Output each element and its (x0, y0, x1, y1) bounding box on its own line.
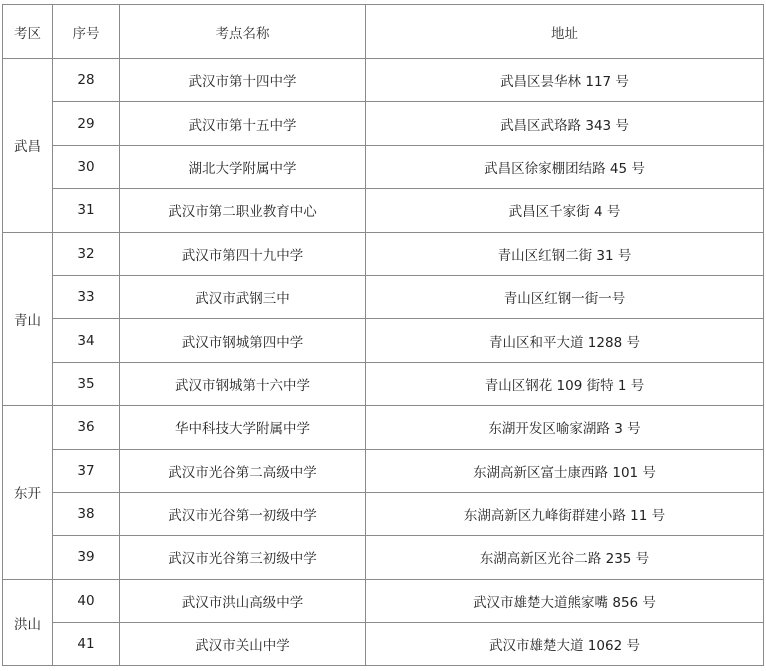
number-cell: 34 (53, 319, 120, 362)
header-site-name: 考点名称 (120, 5, 366, 59)
address-cell: 青山区红钢一街一号 (366, 275, 764, 318)
site-name-cell: 武汉市第二职业教育中心 (120, 189, 366, 232)
table-row (3, 145, 764, 188)
number-cell: 40 (53, 579, 120, 622)
site-name-cell: 武汉市关山中学 (120, 623, 366, 666)
table-header (3, 5, 764, 59)
number-cell: 31 (53, 189, 120, 232)
table-row (3, 449, 764, 492)
table-row (3, 232, 764, 275)
address-cell: 青山区钢花 109 街特 1 号 (366, 362, 764, 405)
table-row (3, 275, 764, 318)
number-cell: 37 (53, 449, 120, 492)
site-name-cell: 武汉市武钢三中 (120, 275, 366, 318)
header-address: 地址 (366, 5, 764, 59)
address-cell: 青山区和平大道 1288 号 (366, 319, 764, 362)
site-name-cell: 武汉市第十五中学 (120, 102, 366, 145)
address-cell: 武昌区昙华林 117 号 (366, 59, 764, 102)
address-cell: 武汉市雄楚大道熊家嘴 856 号 (366, 579, 764, 622)
zone-cell: 青山 (3, 232, 53, 406)
table-row (3, 406, 764, 449)
number-cell: 28 (53, 59, 120, 102)
table-row (3, 362, 764, 405)
site-name-cell: 武汉市光谷第一初级中学 (120, 492, 366, 535)
table-row (3, 189, 764, 232)
zone-cell: 洪山 (3, 579, 53, 666)
table-row (3, 319, 764, 362)
address-cell: 东湖高新区光谷二路 235 号 (366, 536, 764, 579)
site-name-cell: 武汉市钢城第十六中学 (120, 362, 366, 405)
table-row (3, 102, 764, 145)
address-cell: 青山区红钢二街 31 号 (366, 232, 764, 275)
header-zone: 考区 (3, 5, 53, 59)
address-cell: 武昌区徐家棚团结路 45 号 (366, 145, 764, 188)
address-cell: 东湖高新区九峰街群建小路 11 号 (366, 492, 764, 535)
table-row (3, 536, 764, 579)
header-row (3, 5, 764, 59)
exam-site-table-wrapper (2, 4, 763, 666)
address-cell: 东湖开发区喻家湖路 3 号 (366, 406, 764, 449)
site-name-cell: 武汉市第十四中学 (120, 59, 366, 102)
address-cell: 武昌区武珞路 343 号 (366, 102, 764, 145)
number-cell: 30 (53, 145, 120, 188)
number-cell: 33 (53, 275, 120, 318)
table-row (3, 59, 764, 102)
header-number: 序号 (53, 5, 120, 59)
number-cell: 41 (53, 623, 120, 666)
site-name-cell: 武汉市光谷第二高级中学 (120, 449, 366, 492)
number-cell: 38 (53, 492, 120, 535)
address-cell: 武昌区千家街 4 号 (366, 189, 764, 232)
table-row (3, 623, 764, 666)
address-cell: 武汉市雄楚大道 1062 号 (366, 623, 764, 666)
number-cell: 39 (53, 536, 120, 579)
exam-site-table (2, 4, 764, 666)
zone-cell: 武昌 (3, 59, 53, 233)
table-body (3, 59, 764, 666)
site-name-cell: 武汉市洪山高级中学 (120, 579, 366, 622)
table-row (3, 492, 764, 535)
number-cell: 36 (53, 406, 120, 449)
table-row (3, 579, 764, 622)
number-cell: 32 (53, 232, 120, 275)
site-name-cell: 湖北大学附属中学 (120, 145, 366, 188)
zone-cell: 东开 (3, 406, 53, 580)
site-name-cell: 武汉市光谷第三初级中学 (120, 536, 366, 579)
site-name-cell: 华中科技大学附属中学 (120, 406, 366, 449)
site-name-cell: 武汉市钢城第四中学 (120, 319, 366, 362)
number-cell: 29 (53, 102, 120, 145)
number-cell: 35 (53, 362, 120, 405)
address-cell: 东湖高新区富士康西路 101 号 (366, 449, 764, 492)
site-name-cell: 武汉市第四十九中学 (120, 232, 366, 275)
